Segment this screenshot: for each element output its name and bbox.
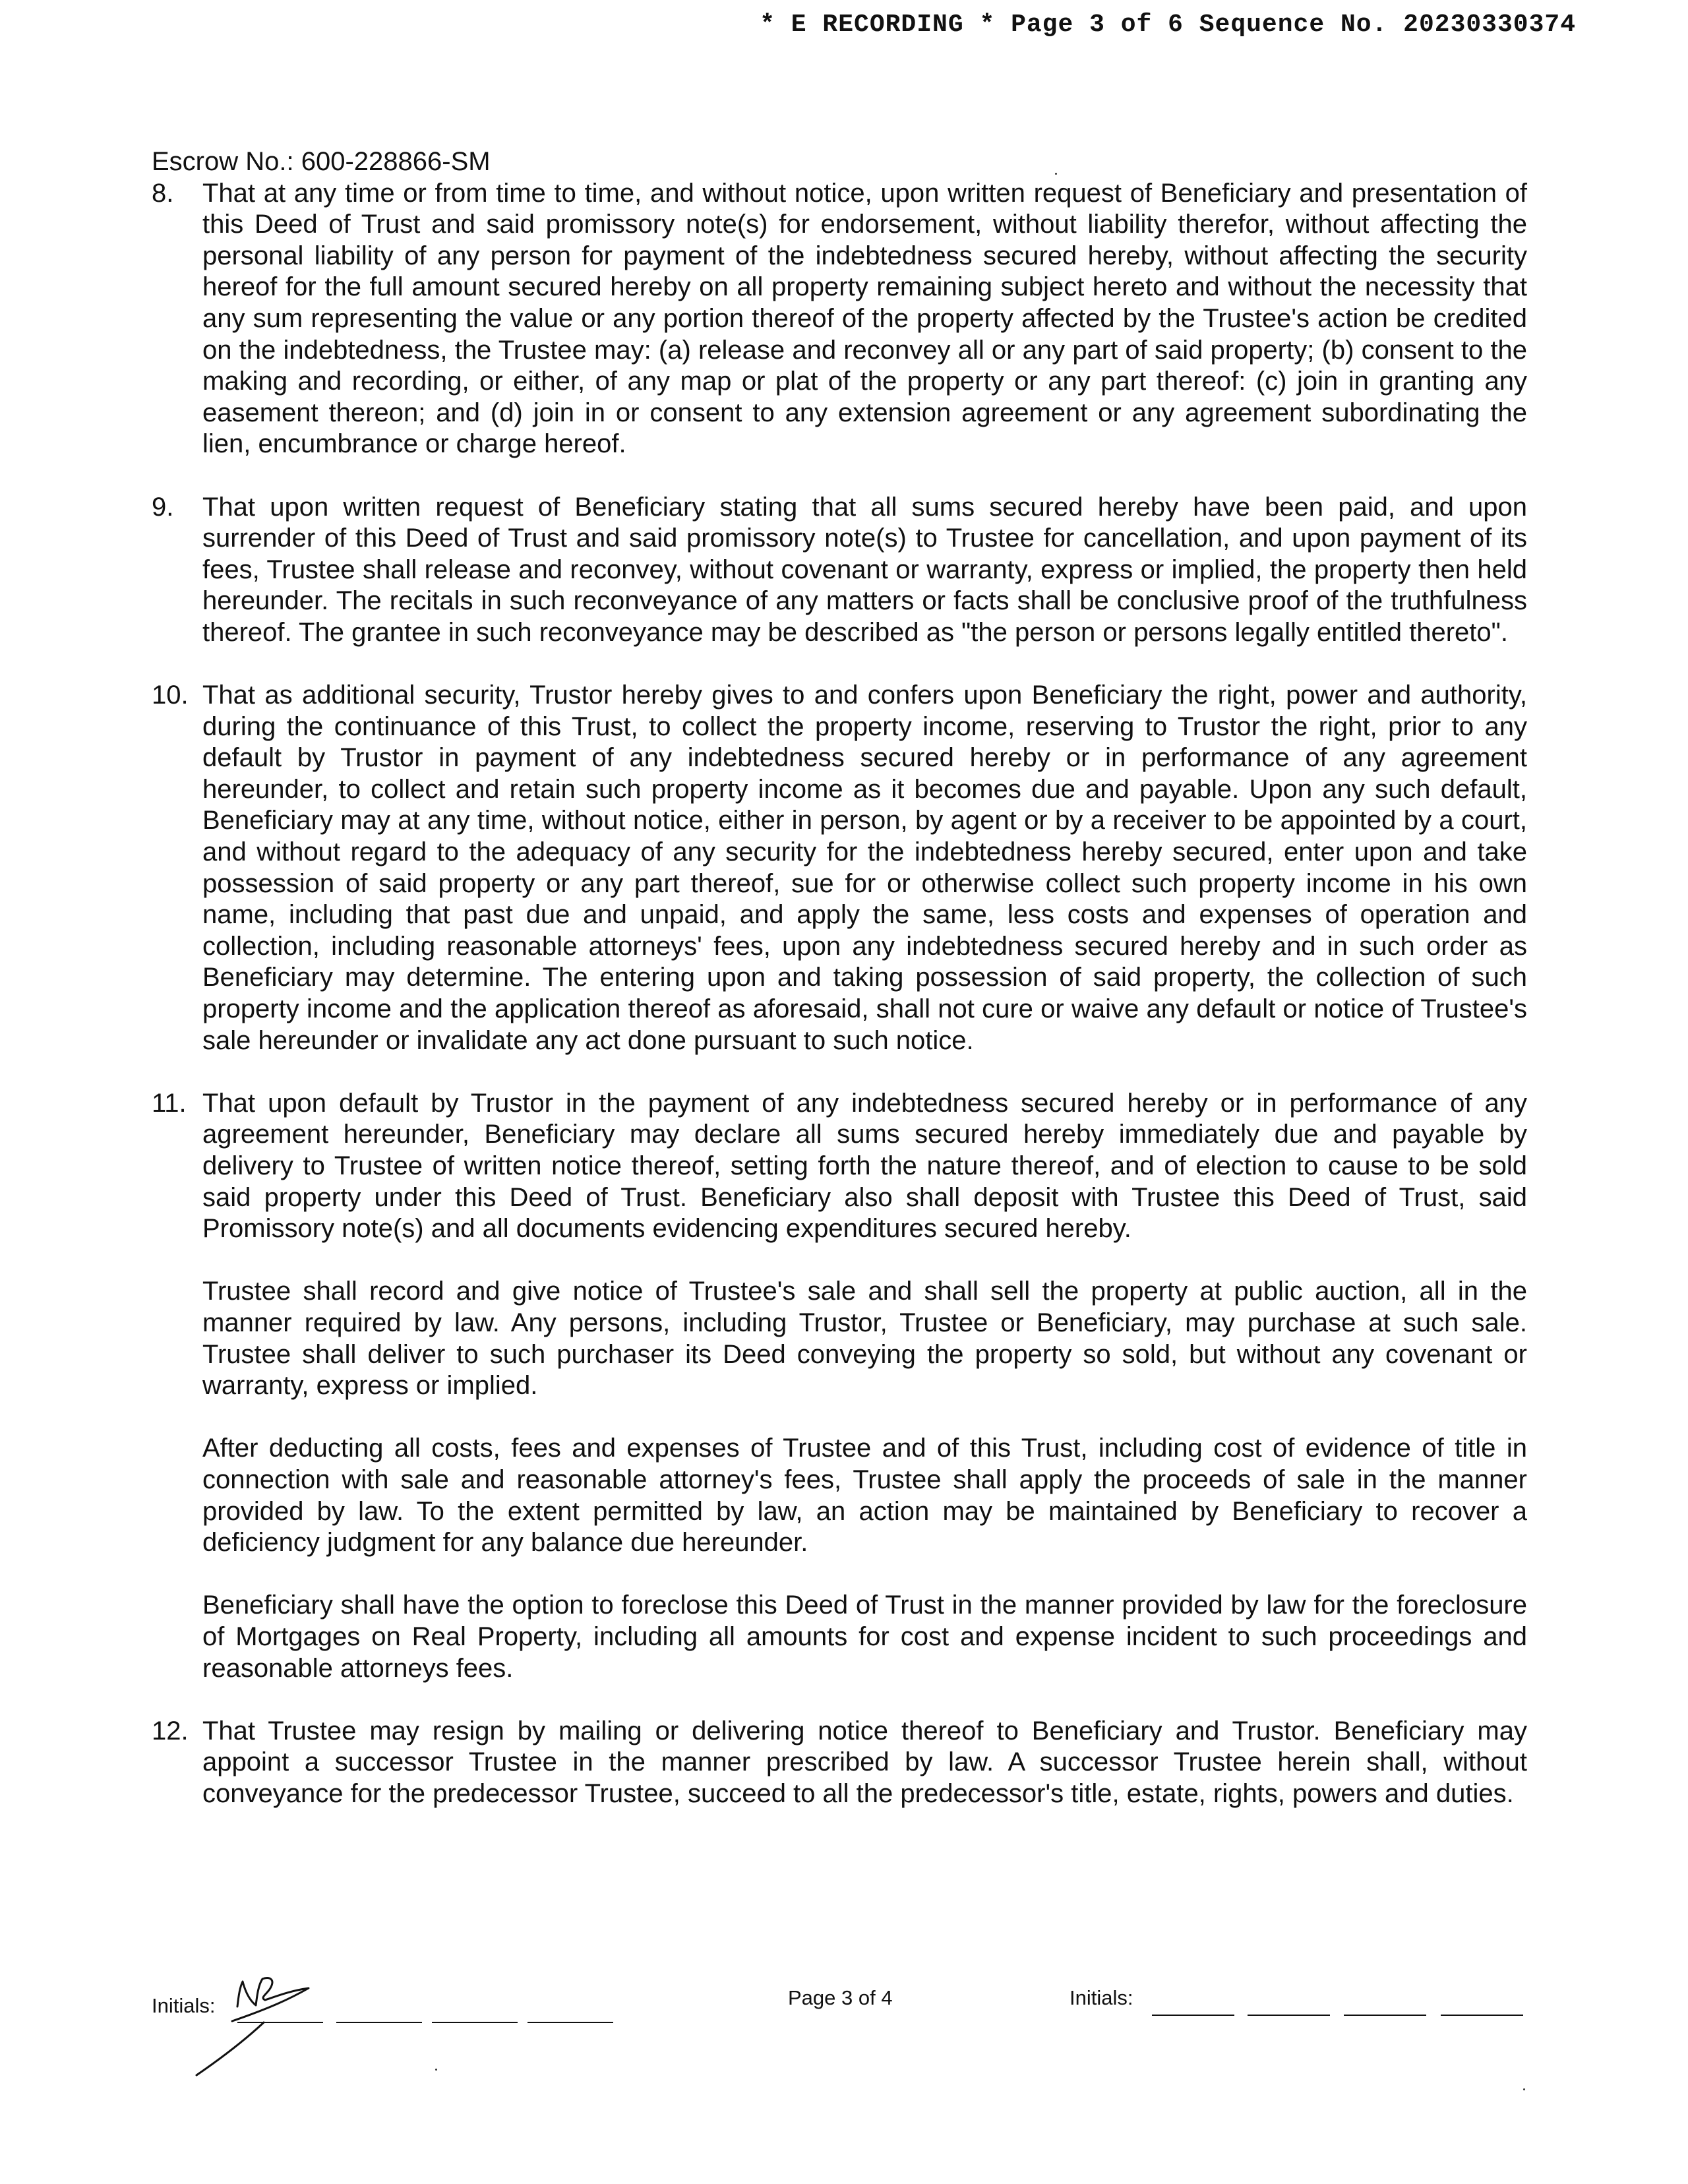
escrow-line <box>152 146 1527 178</box>
clause-number: 8. <box>152 178 174 208</box>
clause-paragraph: That upon written request of Beneficiary stating that all sums secured hereby have been paid, and upon surrender of this Deed of Trust and said promissory note(s) to Trustee for cancellation, and upon payment of its fees, Trustee shall release and reconvey, without covenant or warranty, express or implied, the property then held hereunder. The recitals in such reconveyance of any matters or facts shall be conclusive proof of the truthfulness thereof. The grantee in such reconveyance may be described as "the person or persons legally entitled thereto". <box>202 492 1527 647</box>
handwritten-initials-signature <box>191 1962 349 2080</box>
clause-12 <box>152 1716 1527 1810</box>
clause-paragraph: Trustee shall record and give notice of Trustee's sale and shall sell the property at public auction, all in the manner required by law. Any persons, including Trustor, Trustee or Beneficiary, may purchase at such sale. Trustee shall deliver to such purchaser its Deed conveying the property so sold, but without any covenant or warranty, express or implied. <box>202 1277 1527 1401</box>
scan-speck <box>1523 2088 1525 2090</box>
clause-10 <box>152 680 1527 1056</box>
initials-line <box>1344 2015 1426 2016</box>
initials-line <box>528 2022 613 2023</box>
clause-paragraph: Beneficiary shall have the option to foreclose this Deed of Trust in the manner provided by law for the foreclosure of Mortgages on Real Property, including all amounts for cost and expense incident to such proceedings and reasonable attorneys fees. <box>202 1591 1527 1683</box>
document-body <box>152 146 1527 1809</box>
clause-number: 12. <box>152 1716 189 1745</box>
escrow-label: Escrow No.: <box>152 147 294 176</box>
clause-number: 11. <box>152 1088 187 1118</box>
clause-paragraph: That as additional security, Trustor hereby gives to and confers upon Beneficiary the right, power and authority, during the continuance of this Trust, to collect the property income, reserving to Trustor the right, prior to any default by Trustor in payment of any indebtedness secured hereby or in performance of any agreement hereunder, to collect and retain such property income as it becomes due and payable. Upon any such default, Beneficiary may at any time, without notice, either in person, by agent or by a receiver to be appointed by a court, and without regard to the adequacy of any security for the indebtedness hereby secured, enter upon and take possession of said property or any part thereof, sue for or otherwise collect such property income in his own name, including that past due and unpaid, and apply the same, less costs and expenses of operation and collection, including reasonable attorneys' fees, upon any indebtedness secured hereby and in such order as Beneficiary may determine. The entering upon and taking possession of said property, the collection of such property income and the application thereof as aforesaid, shall not cure or waive any default or notice of Trustee's sale hereunder or invalidate any act done pursuant to such notice. <box>202 681 1527 1055</box>
initials-right-label: Initials: <box>1070 1986 1133 2009</box>
initials-left-label: Initials: <box>152 1994 216 2017</box>
clause-paragraph: That Trustee may resign by mailing or delivering notice thereof to Beneficiary and Trustor. Beneficiary may appoint a successor Trustee in the manner prescribed by law. A successor Trustee herein shall, without conveyance for the predecessor Trustee, succeed to all the predecessor's title, estate, rights, powers and duties. <box>202 1716 1527 1808</box>
page-footer <box>152 1985 1530 2024</box>
clause-number: 9. <box>152 492 174 522</box>
initials-line <box>1248 2015 1330 2016</box>
clause-9 <box>152 492 1527 649</box>
clause-8 <box>152 178 1527 460</box>
initials-line <box>432 2022 518 2023</box>
initials-line <box>1441 2015 1523 2016</box>
clause-paragraph: That upon default by Trustor in the payment of any indebtedness secured hereby or in performance of any agreement hereunder, Beneficiary may declare all sums secured hereby immediately due and payable by delivery to Trustee of written notice thereof, setting forth the nature thereof, and of election to cause to be sold said property under this Deed of Trust. Beneficiary also shall deposit with Trustee this Deed of Trust, said Promissory note(s) and all documents evidencing expenditures secured hereby. <box>202 1088 1527 1244</box>
initials-line <box>1152 2015 1234 2016</box>
clause-paragraph: After deducting all costs, fees and expenses of Trustee and of this Trust, including cost of evidence of title in connection with sale and reasonable attorney's fees, Trustee shall apply the proceeds of sale in the manner provided by law. To the extent permitted by law, an action may be maintained by Beneficiary to recover a deficiency judgment for any balance due hereunder. <box>202 1434 1527 1558</box>
page-number: Page 3 of 4 <box>788 1986 893 2009</box>
clause-11 <box>152 1088 1527 1684</box>
clause-paragraph: That at any time or from time to time, and without notice, upon written request of Beneficiary and presentation of this Deed of Trust and said promissory note(s) for endorsement, without liability therefor, without affecting the personal liability of any person for payment of the indebtedness secured hereby, without affecting the security hereof for the full amount secured hereby on all property remaining subject hereto and without the necessity that any sum representing the value or any portion thereof of the property affected by the Trustee's action be credited on the indebtedness, the Trustee may: (a) release and reconvey all or any part of said property; (b) consent to the making and recording, or either, of any map or plat of the property or any part thereof: (c) join in granting any easement thereon; and (d) join in or consent to any extension agreement or any agreement subordinating the lien, encumbrance or charge hereof. <box>202 178 1527 459</box>
escrow-number: 600-228866-SM <box>301 147 491 176</box>
scan-speck <box>435 2069 437 2071</box>
scan-speck <box>1055 173 1057 175</box>
recording-header: * E RECORDING * Page 3 of 6 Sequence No. 20230330374 <box>760 11 1576 39</box>
clause-number: 10. <box>152 681 189 710</box>
